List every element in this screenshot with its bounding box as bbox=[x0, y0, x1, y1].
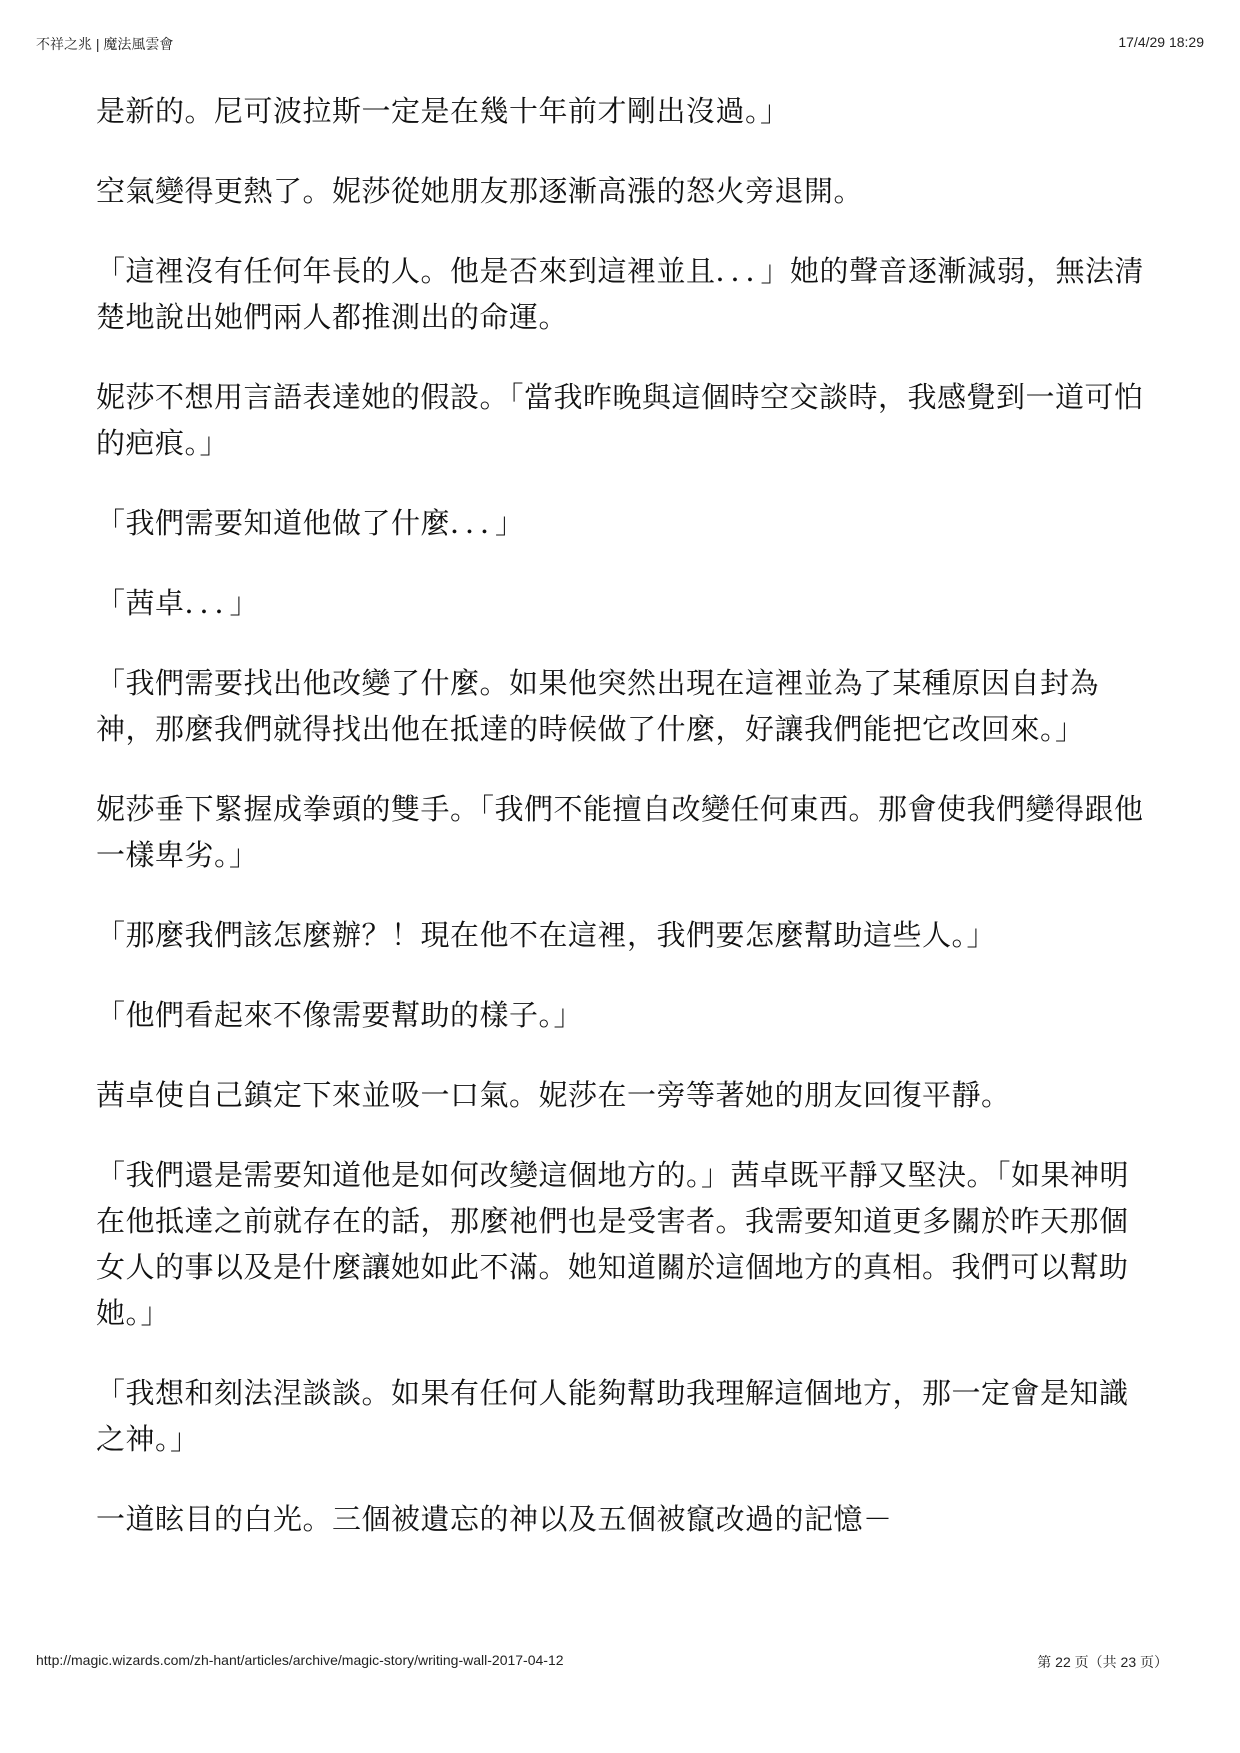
paragraph: 空氣變得更熱了。妮莎從她朋友那逐漸高漲的怒火旁退開。 bbox=[96, 174, 864, 208]
paragraph: 茜卓使自己鎮定下來並吸一口氣。妮莎在一旁等著她的朋友回復平靜。 bbox=[96, 1078, 1011, 1112]
paragraph: 妮莎不想用言語表達她的假設。「當我昨晚與這個時空交談時，我感覺到一道可怕的疤痕。」 bbox=[96, 380, 1144, 460]
article-body bbox=[96, 88, 1156, 1576]
paragraph: 「我們還是需要知道他是如何改變這個地方的。」茜卓既平靜又堅決。「如果神明在他抵達之前就存在的話，那麼祂們也是受害者。我需要知道更多關於昨天那個女人的事以及是什麼讓她如此不滿。她知道關於這個地方的真相。我們可以幫助她。」 bbox=[96, 1158, 1130, 1330]
paragraph: 「我想和刻法涅談談。如果有任何人能夠幫助我理解這個地方，那一定會是知識之神。」 bbox=[96, 1376, 1129, 1456]
paragraph: 「茜卓．．．」 bbox=[96, 586, 260, 620]
page-number: 第 22 页（共 23 页） bbox=[1037, 1654, 1168, 1670]
paragraph: 妮莎垂下緊握成拳頭的雙手。「我們不能擅自改變任何東西。那會使我們變得跟他一樣卑劣。」 bbox=[96, 792, 1144, 872]
paragraph: 一道眩目的白光。三個被遺忘的神以及五個被竄改過的記憶－ bbox=[96, 1502, 893, 1536]
print-datetime: 17/4/29 18:29 bbox=[1118, 34, 1204, 50]
paragraph: 「那麼我們該怎麼辦？！現在他不在這裡，我們要怎麼幫助這些人。」 bbox=[96, 918, 997, 952]
source-url[interactable]: http://magic.wizards.com/zh-hant/articles/archive/magic-story/writing-wall-2017-04-12 bbox=[36, 1652, 564, 1668]
paragraph: 「他們看起來不像需要幫助的樣子。」 bbox=[96, 998, 584, 1032]
paragraph: 「我們需要找出他改變了什麼。如果他突然出現在這裡並為了某種原因自封為神，那麼我們就得找出他在抵達的時候做了什麼，好讓我們能把它改回來。」 bbox=[96, 666, 1100, 746]
page-title: 不祥之兆 | 魔法風雲會 bbox=[36, 36, 174, 52]
paragraph: 「這裡沒有任何年長的人。他是否來到這裡並且．．．」她的聲音逐漸減弱，無法清楚地說出她們兩人都推測出的命運。 bbox=[96, 254, 1145, 334]
paragraph: 「我們需要知道他做了什麼．．．」 bbox=[96, 506, 525, 540]
paragraph: 是新的。尼可波拉斯一定是在幾十年前才剛出沒過。」 bbox=[96, 94, 790, 128]
print-header bbox=[36, 34, 1204, 54]
print-footer bbox=[36, 1652, 1204, 1672]
